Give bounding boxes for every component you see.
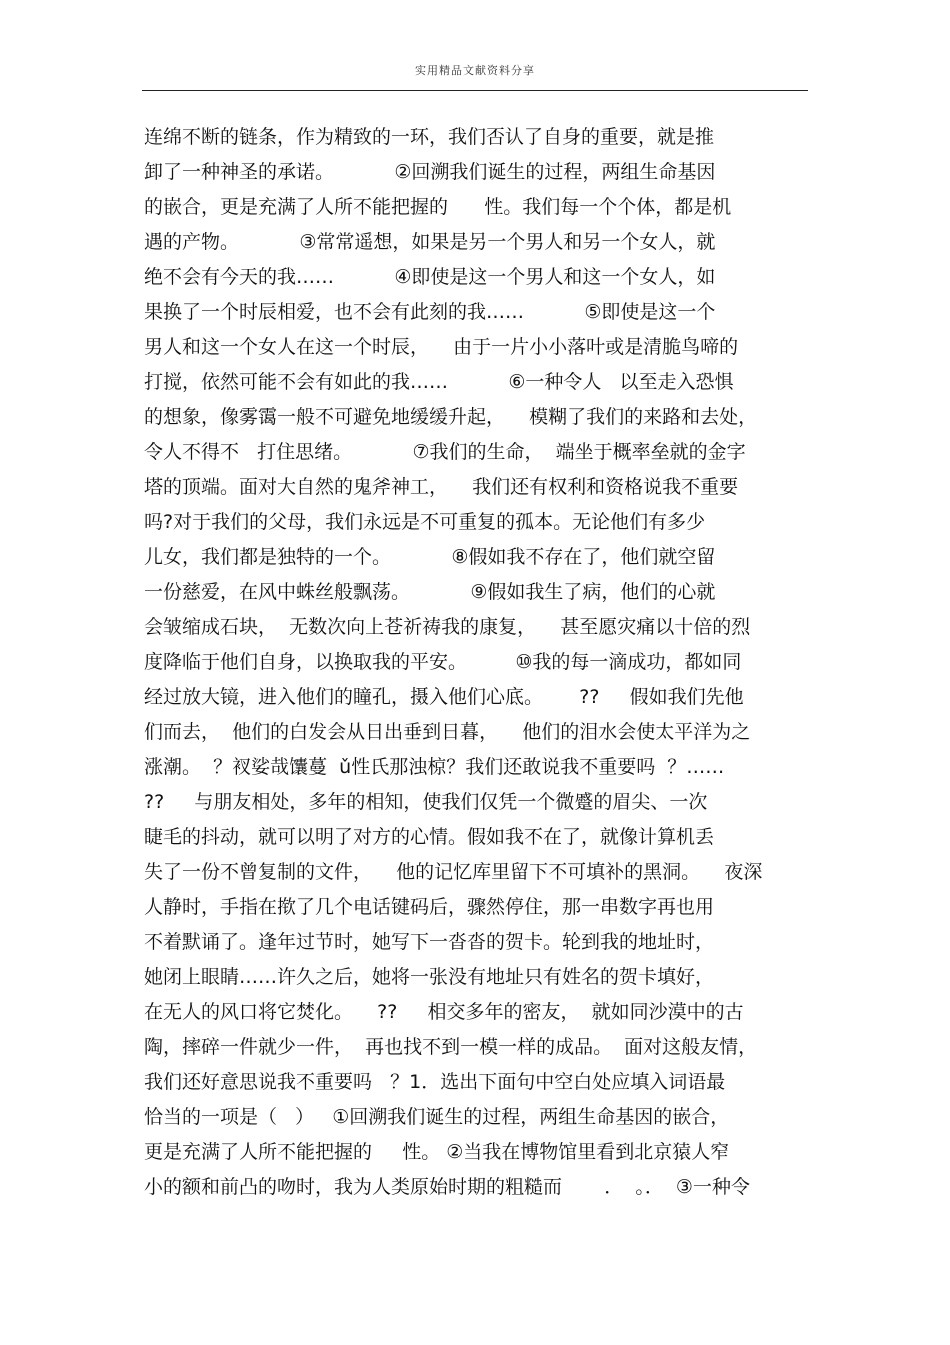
text-line: 人静时，手指在揿了几个电话键码后，骤然停住，那一串数字再也用 xyxy=(144,896,715,918)
text-line: 失了一份不曾复制的文件， 他的记忆库里留下不可填补的黑洞。 夜深 xyxy=(144,861,763,883)
text-line: 遇的产物。 ③常常遥想，如果是另一个男人和另一个女人，就 xyxy=(144,231,716,253)
text-line: 不着默诵了。逢年过节时，她写下一沓沓的贺卡。轮到我的地址时， xyxy=(144,931,715,953)
text-line: 绝不会有今天的我…… ④即使是这一个男人和这一个女人，如 xyxy=(144,266,716,288)
text-line: 睫毛的抖动，就可以明了对方的心情。假如我不在了，就像计算机丢 xyxy=(144,826,715,848)
text-line: 经过放大镜，进入他们的瞳孔，摄入他们心底。 ?? 假如我们先他 xyxy=(144,686,744,708)
text-line: 在无人的风口将它焚化。 ?? 相交多年的密友， 就如同沙漠中的古 xyxy=(144,1001,744,1023)
text-line: 儿女，我们都是独特的一个。 ⑧假如我不存在了，他们就空留 xyxy=(144,546,716,568)
text-line: 会皱缩成石块， 无数次向上苍祈祷我的康复， 甚至愿灾痛以十倍的烈 xyxy=(144,616,751,638)
text-line: 吗?对于我们的父母，我们永远是不可重复的孤本。无论他们有多少 xyxy=(144,511,706,533)
text-line: ?? 与朋友相处，多年的相知，使我们仅凭一个微蹙的眉尖、一次 xyxy=(144,791,708,813)
text-line: 陶，摔碎一件就少一件， 再也找不到一模一样的成品。 面对这般友情， xyxy=(144,1036,758,1058)
text-line: 连绵不断的链条，作为精致的一环，我们否认了自身的重要，就是推 xyxy=(144,126,715,148)
text-line: 恰当的一项是（ ） ①回溯我们诞生的过程，两组生命基因的嵌合， xyxy=(144,1106,730,1128)
text-line: 我们还好意思说我不重要吗 ？1．选出下面句中空白处应填入词语最 xyxy=(144,1071,726,1093)
header-divider xyxy=(142,90,808,91)
text-line: 令人不得不 打住思绪。 ⑦我们的生命， 端坐于概率垒就的金字 xyxy=(144,441,746,463)
text-line: 打搅，依然可能不会有如此的我…… ⑥一种令人 以至走入恐惧 xyxy=(144,371,734,393)
text-line: 果换了一个时辰相爱，也不会有此刻的我…… ⑤即使是这一个 xyxy=(144,301,716,323)
text-line: 们而去， 他们的白发会从日出垂到日暮， 他们的泪水会使太平洋为之 xyxy=(144,721,751,743)
text-line: 的想象，像雾霭一般不可避免地缓缓升起， 模糊了我们的来路和去处， xyxy=(144,406,758,428)
text-line: 度降临于他们自身，以换取我的平安。 ⑩我的每一滴成功，都如同 xyxy=(144,651,742,673)
text-line: 更是充满了人所不能把握的 性。 ②当我在博物馆里看到北京猿人窄 xyxy=(144,1141,730,1163)
text-line: 她闭上眼睛……许久之后，她将一张没有地址只有姓名的贺卡填好， xyxy=(144,966,715,988)
text-line: 小的额和前凸的吻时，我为人类原始时期的粗糙而 ． 。． ③一种令 xyxy=(144,1176,750,1198)
text-line: 卸了一种神圣的承诺。 ②回溯我们诞生的过程，两组生命基因 xyxy=(144,161,716,183)
text-line: 塔的顶端。面对大自然的鬼斧神工， 我们还有权利和资格说我不重要 xyxy=(144,476,739,498)
text-line: 的嵌合，更是充满了人所不能把握的 性。我们每一个个体，都是机 xyxy=(144,196,732,218)
text-line: 男人和这一个女人在这一个时辰， 由于一片小小落叶或是清脆鸟啼的 xyxy=(144,336,739,358)
text-line: 涨潮。 ？衩娑哉馕蔓 ǔ性氏那浊椋？我们还敢说我不重要吗 ？…… xyxy=(144,756,725,778)
body-text xyxy=(144,120,808,1205)
text-line: 一份慈爱，在风中蛛丝般飘荡。 ⑨假如我生了病，他们的心就 xyxy=(144,581,716,603)
page-header: 实用精品文献资料分享 xyxy=(415,64,535,77)
